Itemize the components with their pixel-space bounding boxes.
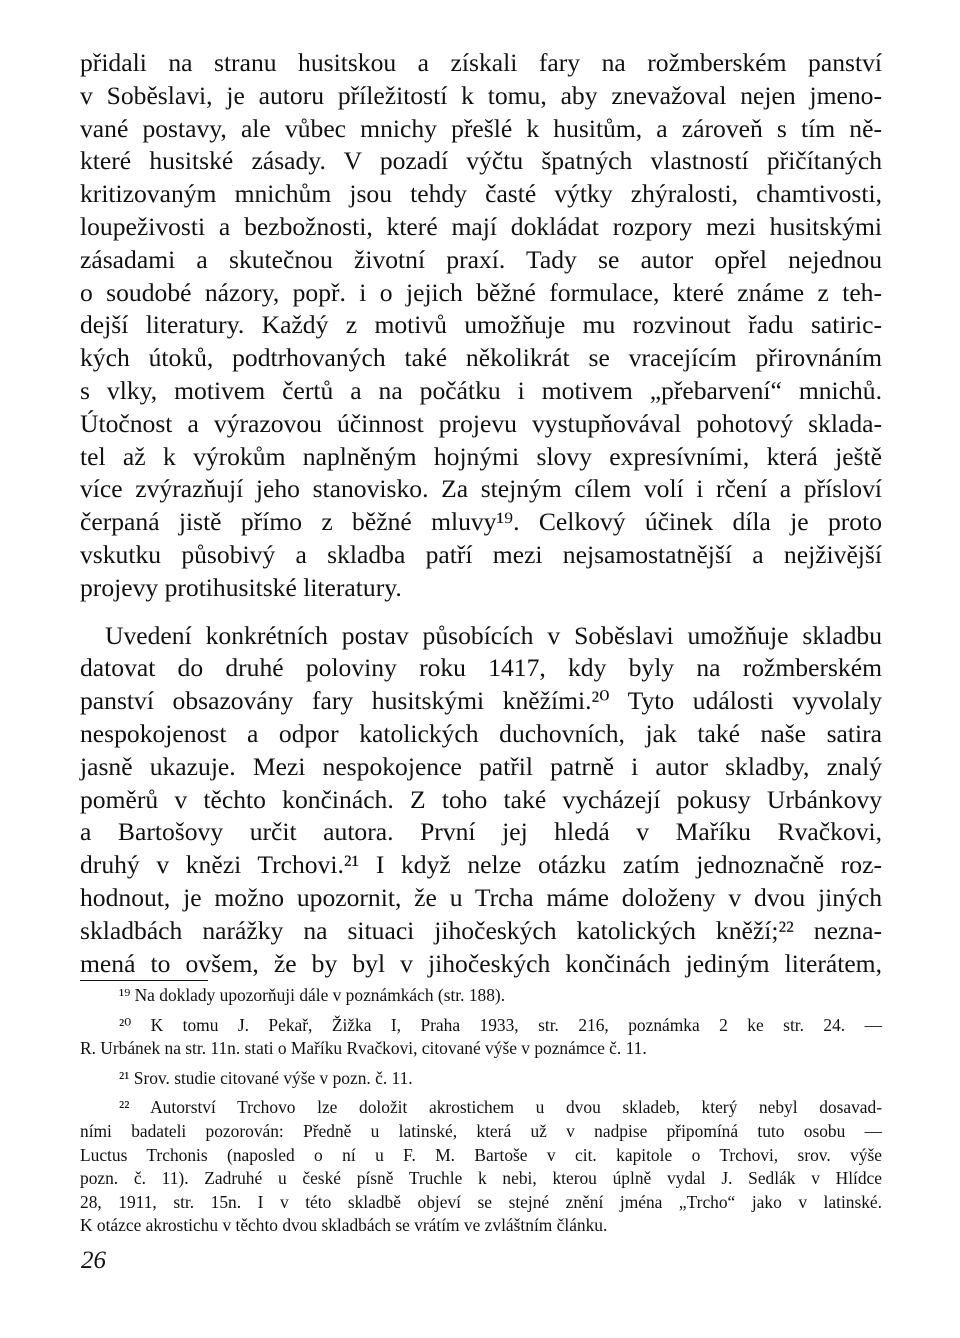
footnote-line: ními badateli pozorován: Předně u latinské, která už v nadpise připomíná tuto osobu —: [80, 1120, 882, 1141]
footnote-line: K otázce akrostichu v těchto dvou skladbách se vrátím ve zvláštním článku.: [80, 1215, 608, 1236]
text-line: druhý v knězi Trchovi.²¹ I když nelze otázku zatím jednoznačně roz-: [80, 850, 882, 880]
text-line: o soudobé názory, popř. i o jejich běžné formulace, které známe z teh-: [80, 277, 882, 307]
footnote-line: 28, 1911, str. 15n. I v této skladbě objeví se stejné znění jména „Trcho“ jako v latinské.: [80, 1191, 882, 1212]
text-line: panství obsazovány fary husitskými kněžími.²⁰ Tyto události vyvolaly: [80, 686, 882, 716]
footnote-20: ²⁰ K tomu J. Pekař, Žižka I, Praha 1933, str. 216, poznámka 2 ke str. 24. —: [119, 1014, 882, 1035]
text-line: čerpaná jistě přímo z běžné mluvy¹⁹. Celkový účinek díla je proto: [80, 507, 882, 537]
text-line: Uvedení konkrétních postav působících v Soběslavi umožňuje skladbu: [105, 620, 882, 650]
text-line: kritizovaným mnichům jsou tehdy časté výtky zhýralosti, chamtivosti,: [80, 179, 882, 209]
text-line: více zvýrazňují jeho stanovisko. Za stejným cílem volí i rčení a přísloví: [80, 474, 882, 504]
text-line: v Soběslavi, je autoru příležitostí k tomu, aby znevažoval nejen jmeno-: [80, 80, 882, 110]
text-line: které husitské zásady. V pozadí výčtu špatných vlastností přičítaných: [80, 146, 882, 176]
text-line: nespokojenost a odpor katolických duchovních, jak také naše satira: [80, 718, 882, 748]
footnote-21: ²¹ Srov. studie citované výše v pozn. č. 11.: [119, 1067, 413, 1088]
text-line: loupeživosti a bezbožnosti, které mají dokládat rozpory mezi husitskými: [80, 211, 882, 241]
page-number: 26: [81, 1247, 106, 1274]
paragraph-1: [80, 47, 882, 605]
footnote-line: R. Urbánek na str. 11n. stati o Maříku Rvačkovi, citované výše v poznámce č. 11.: [80, 1038, 647, 1059]
paragraph-2: [80, 620, 882, 981]
text-line: kých útoků, podtrhovaných také několikrát se vracejícím přirovnáním: [80, 343, 882, 373]
footnote-22: ²² Autorství Trchovo lze doložit akrostichem u dvou skladeb, který nebyl dosavad-: [119, 1097, 882, 1118]
text-line: dejší literatury. Každý z motivů umožňuje mu rozvinout řadu satiric-: [80, 310, 882, 340]
text-line: projevy protihusitské literatury.: [80, 572, 402, 602]
text-line: hodnout, je možno upozornit, že u Trcha máme doloženy v dvou jiných: [80, 882, 882, 912]
text-line: vskutku působivý a skladba patří mezi nejsamostatnější a nejživější: [80, 539, 882, 569]
text-line: jasně ukazuje. Mezi nespokojence patřil patrně i autor skladby, znalý: [80, 751, 882, 781]
footnotes: [80, 984, 882, 1238]
text-line: přidali na stranu husitskou a získali fary na rožmberském panství: [80, 48, 882, 77]
text-line: a Bartošovy určit autora. První jej hledá v Maříku Rvačkovi,: [80, 817, 882, 847]
footnote-19: ¹⁹ Na doklady upozorňuji dále v poznámkách (str. 188).: [119, 985, 506, 1005]
text-line: skladbách narážky na situaci jihočeských katolických kněží;²² nezna-: [80, 915, 882, 945]
footnote-line: Luctus Trchonis (naposled o ní u F. M. Bartoše v cit. kapitole o Trchovi, srov. výše: [80, 1144, 882, 1165]
text-line: tel až k výrokům naplněným hojnými slovy expresívními, která ještě: [80, 441, 882, 471]
text-line: s vlky, motivem čertů a na počátku i motivem „přebarvení“ mnichů.: [80, 375, 882, 405]
text-line: datovat do druhé poloviny roku 1417, kdy byly na rožmberském: [80, 653, 882, 683]
text-line: poměrů v těchto končinách. Z toho také vycházejí pokusy Urbánkovy: [80, 784, 882, 814]
text-line: Útočnost a výrazovou účinnost projevu vystupňovával pohotový sklada-: [80, 408, 882, 438]
footnote-divider: [80, 980, 208, 981]
text-line: mená to ovšem, že by byl v jihočeských končinách jediným literátem,: [80, 948, 882, 978]
text-line: zásadami a skutečnou životní praxí. Tady se autor opřel nejednou: [80, 244, 882, 274]
footnote-line: pozn. č. 11). Zadruhé u české písně Truchle k nebi, kterou úplně vydal J. Sedlák v Hlídce: [80, 1168, 882, 1189]
main-text: [80, 47, 882, 980]
paragraph-gap: [80, 605, 882, 620]
text-line: vané postavy, ale vůbec mnichy přešlé k husitům, a zároveň s tím ně-: [80, 113, 882, 143]
